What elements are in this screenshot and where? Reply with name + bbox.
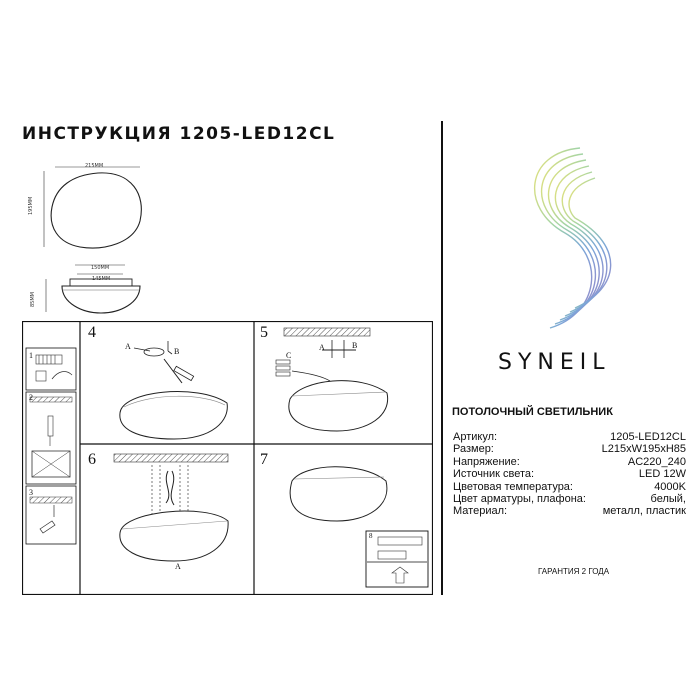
spec-value: металл, пластик (602, 505, 686, 518)
spec-value: белый, (650, 493, 686, 506)
brand-name: SYNEIL (498, 350, 611, 375)
height-dimension: 85MM (30, 292, 36, 307)
specs-table (453, 431, 686, 518)
step-label-2: 2 (29, 393, 33, 402)
spec-row (453, 456, 686, 468)
label-c-step5: C (286, 351, 292, 360)
spec-value: AC220_240 (627, 455, 686, 468)
width-dimension: 215MM (85, 163, 104, 169)
step-label-6: 6 (88, 451, 96, 468)
spec-label: Размер: (453, 443, 494, 456)
step-label-4: 4 (88, 324, 96, 341)
step-label-8: 8 (369, 532, 373, 540)
spec-label: Источник света: (453, 468, 535, 481)
label-a-step5: A (319, 343, 325, 352)
spec-value: LED 12W (638, 468, 686, 481)
step-label-5: 5 (260, 324, 268, 341)
step-label-1: 1 (29, 351, 33, 360)
label-b-step4: B (174, 347, 180, 356)
label-b-step5: B (352, 341, 358, 350)
spec-value: 1205-LED12CL (610, 431, 686, 443)
depth-dimension: 195MM (28, 196, 34, 215)
dimension-drawing (22, 155, 162, 320)
spec-label: Артикул: (453, 431, 498, 443)
spec-row (453, 431, 686, 443)
spec-value: 4000K (654, 480, 686, 493)
spec-row (453, 493, 686, 505)
step-label-3: 3 (29, 488, 33, 497)
spec-row (453, 505, 686, 517)
document-title: ИНСТРУКЦИЯ 1205-LED12CL (22, 124, 336, 144)
installation-steps (22, 321, 433, 595)
brand-logo-icon (505, 138, 625, 338)
spec-row (453, 443, 686, 455)
step-label-7: 7 (260, 451, 268, 468)
label-a-step4: A (125, 342, 131, 351)
base-outer-dimension: 150MM (91, 265, 110, 271)
top-view-shape (51, 173, 141, 248)
spec-row (453, 468, 686, 480)
spec-label: Напряжение: (453, 455, 520, 468)
warranty-note: ГАРАНТИЯ 2 ГОДА (538, 567, 610, 576)
product-type: ПОТОЛОЧНЫЙ СВЕТИЛЬНИК (452, 406, 613, 418)
spec-row (453, 481, 686, 493)
spec-label: Материал: (453, 505, 508, 518)
label-a-step6: A (175, 562, 181, 571)
spec-label: Цветовая температура: (453, 480, 573, 493)
spec-label: Цвет арматуры, плафона: (453, 493, 586, 506)
column-divider (441, 121, 443, 595)
spec-value: L215xW195xH85 (601, 443, 686, 456)
base-inner-dimension: 145MM (92, 276, 111, 282)
